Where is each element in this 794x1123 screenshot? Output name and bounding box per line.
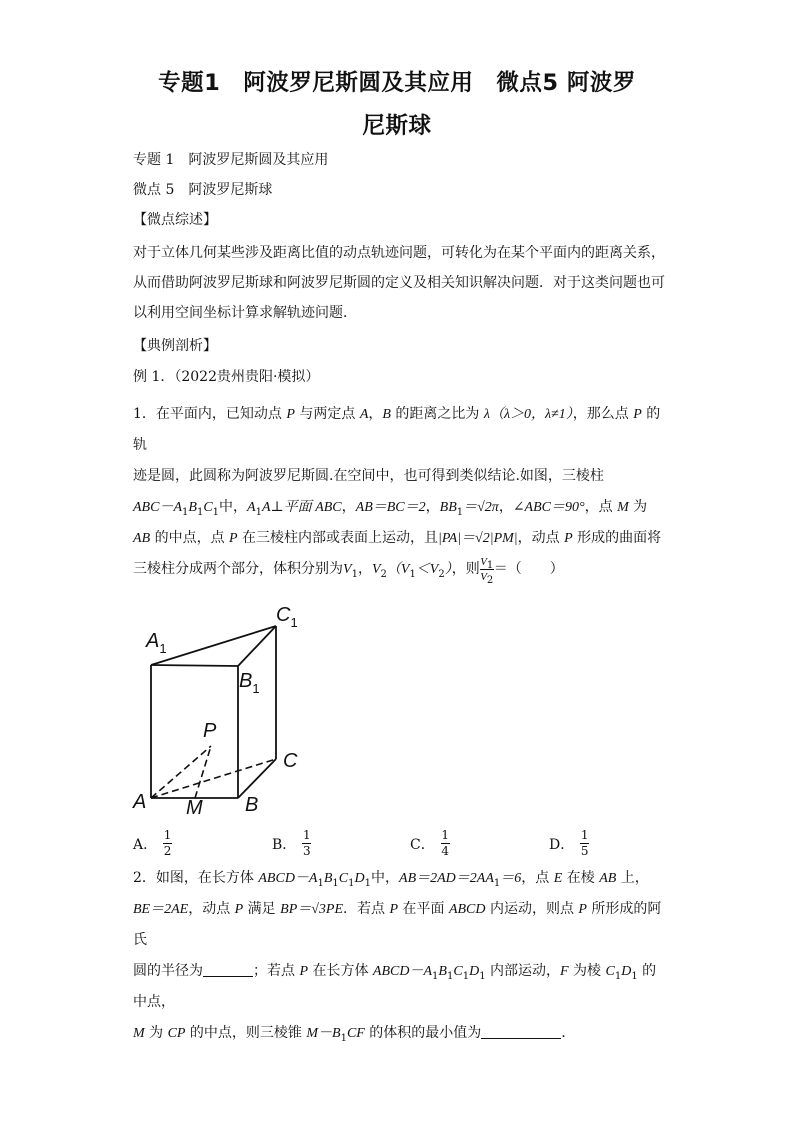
choice-a-fraction: $\frac{1}{2}$ [163, 828, 172, 858]
choice-b-fraction: $\frac{1}{3}$ [302, 828, 311, 858]
title-line-1: 专题1 阿波罗尼斯圆及其应用 微点5 阿波罗 [158, 70, 636, 96]
choice-c-fraction: $\frac{1}{4}$ [441, 828, 450, 858]
choice-d-fraction: $\frac{1}{5}$ [580, 828, 589, 858]
volume-ratio: $\frac{V_1}{V_2}$ [480, 555, 494, 586]
overview-heading: 【微点综述】 [133, 212, 217, 228]
problem-1: 1．在平面内，已知动点 P 与两定点 A，B 的距离之比为 λ（λ＞0，λ≠1），那么点 P 的轨 迹是圆，此圆称为阿波罗尼斯圆.在空间中，也可得到类似结论.如图，三棱柱 $ABC-A_1B_1C_1$中，$A_1A\perp$平面 ABC，AB＝BC＝2，$BB_1=√2\pi$，∠ABC＝90°，点 M 为 AB 的中点，点 P 在三棱柱内部或表面上运动，且|PA|＝√2|PM|，动点 P 形成的曲面将 三棱柱分成两个部分，体积分别为$V_1$，$V_2(V_1<V_2)$，则 $\frac{V_1}{V_2}$ ＝（ ） [133, 406, 662, 586]
label-a1: $A_1$ [146, 630, 167, 656]
problem-2: 2．如图，在长方体 $ABCD-A_1B_1C_1D_1$中，$AB=2AD=2AA_1=6$，点 E 在棱 AB 上， BE＝2AE，动点 P 满足 BP＝√3PE．若点 P 在平面 ABCD 内运动，则点 P 所形成的阿氏 圆的半径为 ；若点 P 在长方体 $ABCD-A_1B_1C_1D_1$ 内部运动，F 为棱 $C_1D_1$ 的中点， M 为 CP 的中点，则三棱锥 $M-B_1CF$ 的体积的最小值为 ． [133, 870, 662, 1044]
answer-blank-1[interactable] [203, 962, 253, 977]
choice-a[interactable]: A． $\frac{1}{2}$ [133, 828, 172, 858]
micro-point-line: 微点 5 阿波罗尼斯球 [133, 182, 273, 198]
example1-label: 例 1．（2022贵州贵阳·模拟） [133, 369, 320, 385]
label-b: B [245, 794, 259, 816]
prism-figure [128, 595, 308, 820]
label-b1: $B_1$ [239, 670, 260, 696]
label-a: A [133, 791, 147, 813]
overview-text: 对于立体几何某些涉及距离比值的动点轨迹问题，可转化为在某个平面内的距离关系，从而借助阿波罗尼斯球和阿波罗尼斯圆的定义及相关知识解决问题．对于这类问题也可以利用空间坐标计算求解轨迹问题． [133, 245, 665, 321]
examples-heading: 【典例剖析】 [133, 338, 217, 354]
choice-d[interactable]: D． $\frac{1}{5}$ [549, 828, 589, 858]
lambda-condition: λ（λ＞0，λ≠1） [483, 407, 573, 422]
document-title [133, 62, 661, 148]
edge-a1-b1 [151, 665, 238, 666]
topic-line: 专题 1 阿波罗尼斯圆及其应用 [133, 152, 329, 168]
choice-b[interactable]: B． $\frac{1}{3}$ [272, 828, 311, 858]
label-m: M [186, 797, 203, 819]
title-line-2: 尼斯球 [362, 113, 432, 139]
label-c: C [283, 750, 298, 772]
label-c1: $C_1$ [276, 604, 298, 630]
answer-blank-2[interactable] [481, 1024, 561, 1039]
label-p: P [203, 720, 217, 742]
segment-a-p [151, 746, 211, 798]
choice-c[interactable]: C． $\frac{1}{4}$ [410, 828, 450, 858]
